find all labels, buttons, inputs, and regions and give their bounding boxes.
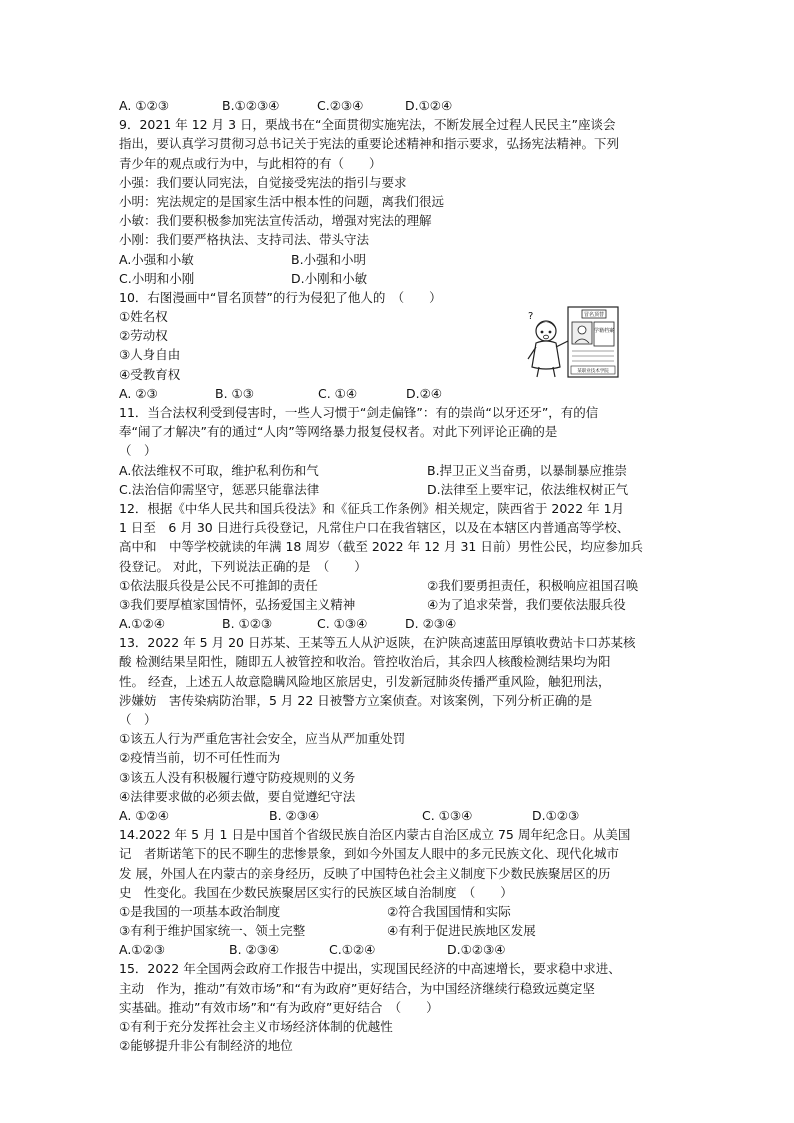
document-frame xyxy=(568,307,618,377)
q8-option-c: C.②③④ xyxy=(317,98,364,113)
q11-stem-line: 奉“闹了才解决”有的通过“人肉”等网络暴力报复侵权者。对此下列评论正确的是 xyxy=(119,424,558,440)
q12-stem-line: 高中和 中等学校就读的年满 18 周岁（截至 2022 年 12 月 31 日前）男性公民，均应参加兵 xyxy=(119,539,643,555)
q13-option-c: C. ①③④ xyxy=(422,807,473,823)
q13-item: ③该五人没有积极履行遵守防疫规则的义务 xyxy=(119,769,356,785)
q9-option-b: B.小强和小明 xyxy=(291,251,367,267)
q12-item: ③我们要厚植家国情怀，弘扬爱国主义精神 xyxy=(119,596,356,612)
question-14 xyxy=(119,825,679,959)
q9-item: 小明：宪法规定的是国家生活中根本性的问题，离我们很远 xyxy=(119,193,445,209)
q10-item: ①姓名权 xyxy=(119,309,168,325)
q8-option-a: A. ①②③ xyxy=(119,98,169,113)
q11-options-row xyxy=(119,461,679,480)
q9-option-a: A.小强和小敏 xyxy=(119,251,194,267)
q11-stem-line: 11．当合法权利受到侵害时，一些人习惯于“剑走偏锋”：有的崇尚“以牙还牙”，有的信 xyxy=(119,405,599,420)
q12-options xyxy=(119,614,679,633)
q11-option-a: A.依法维权不可取，维护私利伤和气 xyxy=(119,462,319,478)
q14-option-a: A.①②③ xyxy=(119,942,165,958)
q10-stem: 10．右图漫画中“冒名顶替”的行为侵犯了他人的 （ ） xyxy=(119,289,442,305)
question-content xyxy=(119,96,679,1055)
q8-options xyxy=(119,96,679,115)
question-11 xyxy=(119,403,679,499)
q9-stem-line: 9．2021 年 12 月 3 日，栗战书在“全面贯彻实施宪法，不断发展全过程人民民主”座谈会 xyxy=(119,117,616,133)
q9-options-row xyxy=(119,269,679,288)
question-12 xyxy=(119,499,679,633)
student-figure xyxy=(528,311,568,377)
q15-stem-line: 实基础。推动”有效市场”和“有为政府”更好结合 （ ） xyxy=(119,999,439,1015)
q14-options xyxy=(119,940,679,959)
q9-item: 小强：我们要认同宪法，自觉接受宪法的指引与要求 xyxy=(119,174,407,190)
q12-option-a: A.①②④ xyxy=(119,616,165,632)
q11-option-b: B.捍卫正义当奋勇，以暴制暴应推崇 xyxy=(427,462,628,478)
q14-item: ④有利于促进民族地区发展 xyxy=(387,923,536,939)
q12-item: ④为了追求荣誉，我们要依法服兵役 xyxy=(427,596,626,612)
q12-option-d: D. ②③④ xyxy=(405,616,457,632)
q14-option-b: B. ②③④ xyxy=(229,942,280,958)
q14-item: ①是我国的一项基本政治制度 xyxy=(119,903,281,919)
q12-option-b: B. ①②③ xyxy=(222,616,273,632)
q9-item: 小刚：我们要严格执法、支持司法、带头守法 xyxy=(119,232,370,248)
q14-option-d: D.①②③④ xyxy=(447,942,506,958)
q10-item: ④受教育权 xyxy=(119,366,181,382)
q12-item: ①依法服兵役是公民不可推卸的责任 xyxy=(119,577,318,593)
q15-item: ①有利于充分发挥社会主义市场经济体制的优越性 xyxy=(119,1019,393,1034)
q15-stem-line: 主动 作为，推动”有效市场”和“有为政府”更好结合，为中国经济继续行稳致远奠定坚 xyxy=(119,980,595,996)
svg-text:?: ? xyxy=(528,311,534,322)
question-9 xyxy=(119,115,679,288)
q14-option-c: C.①②④ xyxy=(329,942,376,958)
q13-stem-line: （ ） xyxy=(119,712,157,727)
q8-option-d: D.①②④ xyxy=(405,98,453,113)
q12-item: ②我们要勇担责任，积极响应祖国召唤 xyxy=(427,577,639,593)
q10-item: ②劳动权 xyxy=(119,328,168,344)
q10-option-a: A. ②③ xyxy=(119,385,158,401)
q13-stem-line: 酸 检测结果呈阳性，随即五人被管控和收治。管控收治后，其余四人核酸检测结果均为阳 xyxy=(119,654,611,670)
q8-option-b: B.①②③④ xyxy=(222,98,280,113)
q12-stem-line: 1 日至 6 月 30 日进行兵役登记，凡常住户口在我省辖区，以及在本辖区内普通高等学校、 xyxy=(119,520,630,536)
q10-option-b: B. ①③ xyxy=(215,385,254,401)
q9-option-d: D.小刚和小敏 xyxy=(291,270,368,286)
q13-stem-line: 涉嫌妨 害传染病防治罪，5 月 22 日被警方立案侦查。对该案例，下列分析正确的是 xyxy=(119,692,593,708)
impersonation-cartoon xyxy=(524,305,620,379)
q9-stem-line: 青少年的观点或行为中，与此相符的有（ ） xyxy=(119,155,382,171)
q14-stem-line: 史 性变化。我国在少数民族聚居区实行的民族区域自治制度 （ ） xyxy=(119,884,513,900)
q13-option-d: D.①②③ xyxy=(532,807,580,823)
q14-stem-line: 发 展，外国人在内蒙古的亲身经历，反映了中国特色社会主义制度下少数民族聚居区的历 xyxy=(119,865,611,881)
q12-stem-line: 12．根据《中华人民共和国兵役法》和《征兵工作条例》相关规定，陕西省于 2022 年 1月 xyxy=(119,500,625,516)
q10-option-c: C. ①④ xyxy=(318,385,358,401)
q14-items-row xyxy=(119,902,679,921)
q11-option-d: D.法律至上要牢记，依法维权树正气 xyxy=(427,481,629,497)
cartoon-title-text: 冒名顶替 xyxy=(583,312,605,318)
q9-item: 小敏：我们要积极参加宪法宣传活动，增强对宪法的理解 xyxy=(119,213,432,229)
q11-option-c: C.法治信仰需坚守，惩恶只能靠法律 xyxy=(119,481,320,497)
cartoon-school-text: 某职业技术学院 xyxy=(577,369,609,374)
q10-options xyxy=(119,384,679,403)
q10-item: ③人身自由 xyxy=(119,347,181,363)
q13-option-a: A. ①②④ xyxy=(119,807,169,823)
q13-stem-line: 13．2022 年 5 月 20 日苏某、王某等五人从沪返陕，在沪陕高速蓝田厚镇收费站卡口苏某核 xyxy=(119,635,636,651)
q12-items-row xyxy=(119,576,679,595)
q9-option-c: C.小明和小刚 xyxy=(119,270,195,286)
q13-item: ②疫情当前，切不可任性而为 xyxy=(119,750,281,766)
q13-options xyxy=(119,806,679,825)
q13-item: ④法律要求做的必须去做，要自觉遵纪守法 xyxy=(119,788,356,804)
q12-option-c: C. ①③④ xyxy=(317,616,368,632)
cartoon-archive-text: 学籍档案 xyxy=(593,328,615,334)
q12-stem-line: 役登记。 对此，下列说法正确的是 （ ） xyxy=(119,558,367,574)
q13-stem-line: 性。 经查，上述五人故意隐瞒风险地区旅居史，引发新冠肺炎传播严重风险，触犯刑法， xyxy=(119,673,611,689)
question-15 xyxy=(119,959,679,1055)
q10-option-d: D.②④ xyxy=(406,385,443,401)
q14-item: ③有利于维护国家统一、领土完整 xyxy=(119,923,306,939)
q13-option-b: B. ②③④ xyxy=(269,807,320,823)
q13-item: ①该五人行为严重危害社会安全，应当从严加重处罚 xyxy=(119,731,406,747)
question-13 xyxy=(119,633,679,825)
q9-options-row xyxy=(119,250,679,269)
q14-stem-line: 记 者斯诺笔下的民不聊生的悲惨景象，到如今外国友人眼中的多元民族文化、现代化城市 xyxy=(119,846,620,862)
q15-stem-line: 15．2022 年全国两会政府工作报告中提出，实现国民经济的中高速增长，要求稳中求进、 xyxy=(119,961,621,977)
q15-item: ②能够提升非公有制经济的地位 xyxy=(119,1038,293,1054)
q12-items-row xyxy=(119,595,679,614)
q9-stem-line: 指出，要认真学习贯彻习总书记关于宪法的重要论述精神和指示要求，弘扬宪法精神。下列 xyxy=(119,136,620,152)
q14-stem-line: 14.2022 年 5 月 1 日是中国首个省级民族自治区内蒙古自治区成立 75 周年纪念日。从美国 xyxy=(119,827,631,843)
q14-items-row xyxy=(119,921,679,940)
q14-item: ②符合我国国情和实际 xyxy=(387,903,511,919)
q11-options-row xyxy=(119,480,679,499)
q11-stem-line: （ ） xyxy=(119,443,157,459)
